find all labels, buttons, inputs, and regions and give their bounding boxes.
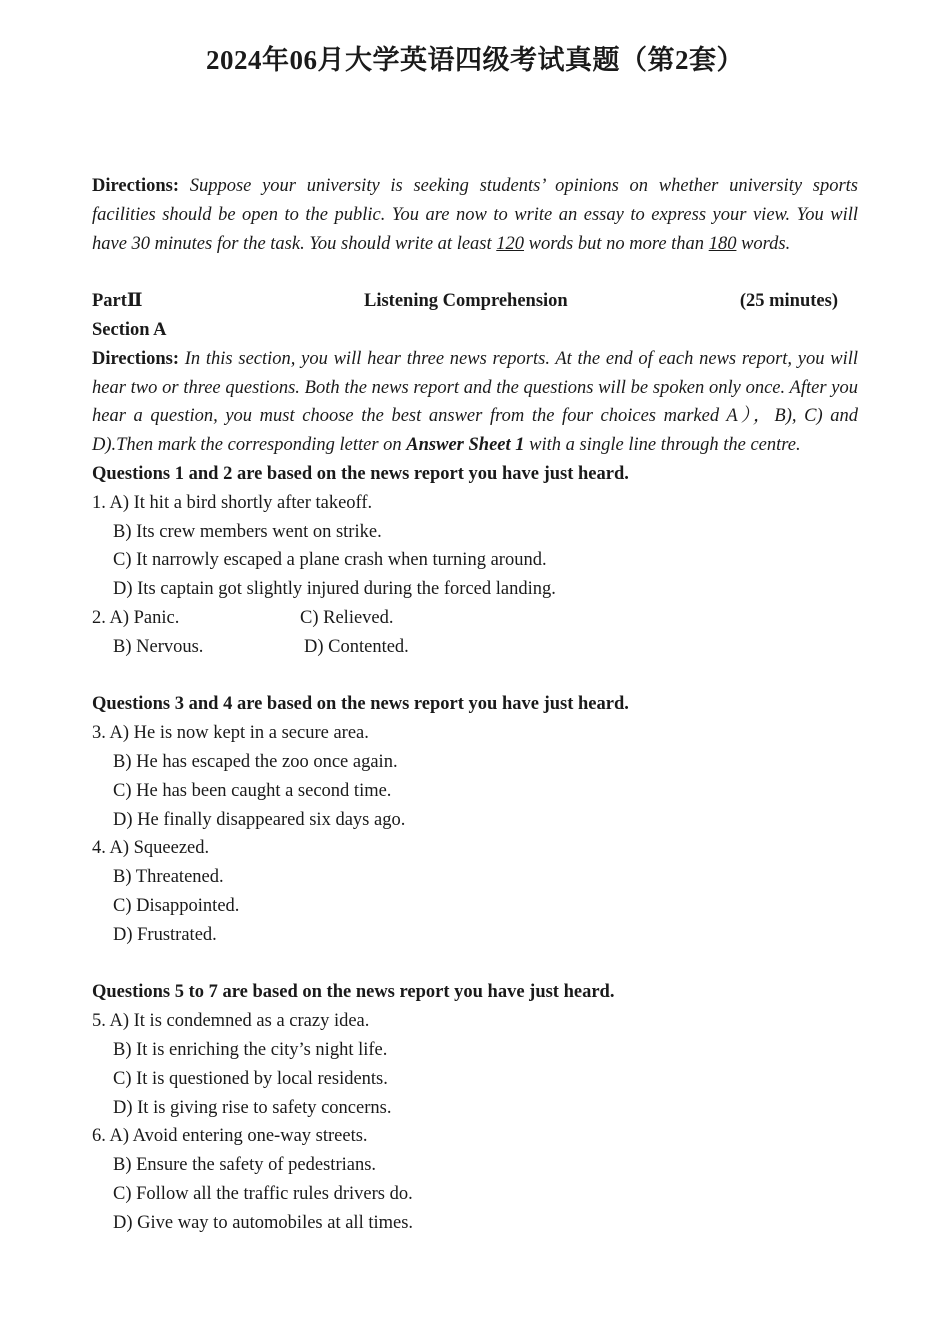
- question-3-option-a: 3. A) He is now kept in a secure area.: [92, 723, 369, 744]
- question-3-option-b: B) He has escaped the zoo once again.: [113, 751, 398, 772]
- writing-directions: [92, 172, 858, 258]
- question-1-option-b: B) Its crew members went on strike.: [113, 521, 382, 542]
- writing-text-3: words.: [741, 233, 791, 254]
- question-5-option-c: C) It is questioned by local residents.: [113, 1068, 388, 1089]
- question-4-option-a: 4. A) Squeezed.: [92, 838, 210, 859]
- question-6-option-d: D) Give way to automobiles at all times.: [113, 1212, 414, 1233]
- min-words: 120: [496, 233, 525, 254]
- directions-text-2: with a single line through the centre.: [524, 435, 801, 456]
- question-group-header: Questions 3 and 4 are based on the news report you have just heard.: [92, 694, 629, 715]
- question-1-option-a: 1. A) It hit a bird shortly after takeoff.: [92, 492, 373, 513]
- question-5-option-b: B) It is enriching the city’s night life.: [113, 1039, 388, 1060]
- question-2-row-1: [92, 604, 858, 633]
- question-4-option-c: C) Disappointed.: [113, 895, 240, 916]
- document-body: [92, 172, 858, 1237]
- writing-text: [92, 176, 858, 254]
- question-2-option-d: D) Contented.: [304, 636, 409, 657]
- question-2-option-a: 2. A) Panic.: [92, 607, 180, 628]
- part-title: Listening Comprehension: [364, 291, 568, 312]
- question-6-option-b: B) Ensure the safety of pedestrians.: [113, 1155, 377, 1176]
- section-label: Section A: [92, 319, 167, 340]
- question-2-row-2: [92, 633, 858, 662]
- spacer: [92, 662, 858, 691]
- question-4-option-b: B) Threatened.: [113, 867, 224, 888]
- directions-text-1: In this section, you will hear three news reports. At the end of each news report, you will hear two or three questions. Both the news report and the questions will be spoken only once. After you hear a question, you must choose the best answer from the four choices marked A），B), C) and D).Then mark the corresponding letter on: [92, 348, 859, 456]
- question-6-option-c: C) Follow all the traffic rules drivers do.: [113, 1183, 413, 1204]
- question-5-option-a: 5. A) It is condemned as a crazy idea.: [92, 1011, 370, 1032]
- question-1-option-c: C) It narrowly escaped a plane crash when turning around.: [113, 550, 547, 571]
- question-6-option-a: 6. A) Avoid entering one-way streets.: [92, 1126, 368, 1147]
- part-time: (25 minutes): [739, 291, 838, 312]
- answer-sheet-label: Answer Sheet 1: [406, 435, 525, 456]
- max-words: 180: [708, 233, 737, 254]
- page-title: 2024年06月大学英语四级考试真题（第2套）: [206, 45, 744, 75]
- listening-directions: [92, 345, 858, 460]
- directions-label: Directions:: [92, 348, 179, 369]
- question-1-option-d: D) Its captain got slightly injured during the forced landing.: [113, 579, 556, 600]
- question-4-option-d: D) Frustrated.: [113, 924, 217, 945]
- part-header: [92, 287, 858, 316]
- question-group-header: Questions 1 and 2 are based on the news report you have just heard.: [92, 463, 629, 484]
- question-3-option-d: D) He finally disappeared six days ago.: [113, 809, 406, 830]
- question-5-option-d: D) It is giving rise to safety concerns.: [113, 1097, 392, 1118]
- question-3-option-c: C) He has been caught a second time.: [113, 780, 392, 801]
- part-label: PartⅡ: [92, 291, 143, 312]
- question-2-option-b: B) Nervous.: [113, 636, 204, 657]
- question-2-option-c: C) Relieved.: [300, 607, 394, 628]
- question-group-header: Questions 5 to 7 are based on the news report you have just heard.: [92, 982, 615, 1003]
- directions-label: Directions:: [92, 176, 179, 196]
- writing-text-2: words but no more than: [524, 233, 709, 254]
- directions-text: [92, 349, 858, 455]
- spacer: [92, 950, 858, 979]
- writing-text-1: Suppose your university is seeking students’ opinions on whether university sports facilities should be open to the public. You are now to write an essay to express your view. You will have 30 minutes for the task. You should write at least: [92, 176, 858, 254]
